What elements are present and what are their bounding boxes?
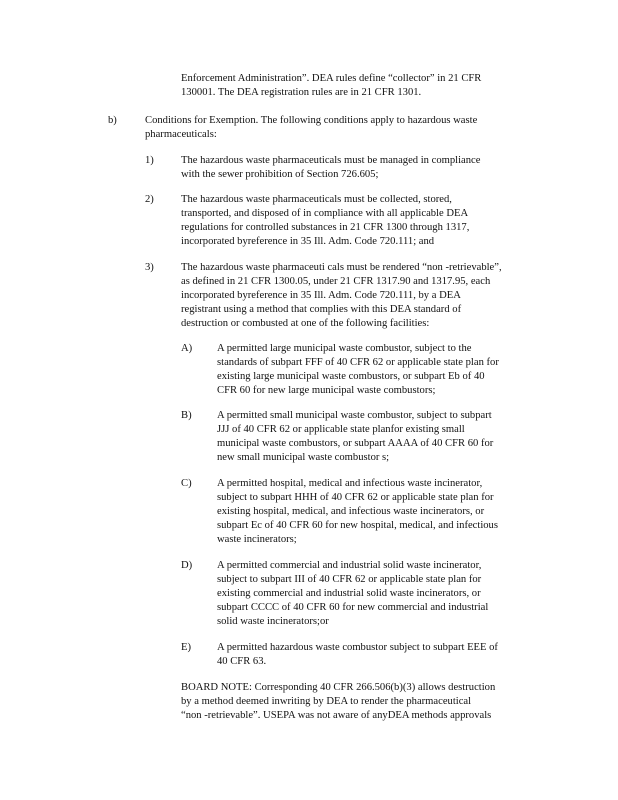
text-line: incorporated byreference in 35 Ill. Adm. Code 720.111; and	[181, 236, 435, 247]
text-line: incorporated byreference in 35 Ill. Adm. Code 720.111, by a DEA	[181, 290, 461, 301]
text-line: A permitted commercial and industrial solid waste incinerator,	[217, 560, 482, 571]
text-line: A permitted hazardous waste combustor subject to subpart EEE of	[217, 642, 498, 653]
text-line: The hazardous waste pharmaceuticals must be managed in compliance	[181, 155, 481, 166]
text-line: A permitted small municipal waste combustor, subject to subpart	[217, 410, 492, 421]
text-line: as defined in 21 CFR 1300.05, under 21 CFR 1317.90 and 1317.95, each	[181, 276, 491, 287]
text-line: existing commercial and industrial solid waste incinerators, or	[217, 588, 481, 599]
text-line: JJJ of 40 CFR 62 or applicable state planfor existing small	[217, 424, 465, 435]
subitem-label-b: B)	[181, 410, 192, 421]
item-1-text	[181, 154, 513, 182]
subsection-b-heading	[145, 114, 517, 142]
text-line: pharmaceuticals:	[145, 129, 217, 140]
text-line: standards of subpart FFF of 40 CFR 62 or applicable state plan for	[217, 357, 499, 368]
continuation-paragraph	[181, 72, 524, 100]
item-3-text	[181, 261, 530, 331]
text-line: “non -retrievable”. USEPA was not aware of anyDEA methods approvals	[181, 710, 492, 721]
text-line: registrant using a method that complies with this DEA standard of	[181, 304, 462, 315]
text-line: Conditions for Exemption. The following conditions apply to hazardous waste	[145, 115, 478, 126]
text-line: A permitted hospital, medical and infectious waste incinerator,	[217, 478, 483, 489]
board-note	[181, 681, 534, 723]
subitem-e-text	[217, 641, 537, 669]
text-line: waste incinerators;	[217, 534, 297, 545]
text-line: subpart CCCC of 40 CFR 60 for new commercial and industrial	[217, 602, 489, 613]
text-line: 130001. The DEA registration rules are in 21 CFR 1301.	[181, 87, 422, 98]
text-line: transported, and disposed of in compliance with all applicable DEA	[181, 208, 469, 219]
text-line: regulations for controlled substances in 21 CFR 1300 through 1317,	[181, 222, 470, 233]
text-line: subject to subpart III of 40 CFR 62 or applicable state plan for	[217, 574, 482, 585]
subitem-label-d: D)	[181, 560, 193, 571]
subitem-c-text	[217, 477, 531, 547]
text-line: existing large municipal waste combustors, or subpart Eb of 40	[217, 371, 485, 382]
text-line: A permitted large municipal waste combustor, subject to the	[217, 343, 472, 354]
text-line: municipal waste combustors, or subpart AAAA of 40 CFR 60 for	[217, 438, 494, 449]
subitem-a-text	[217, 342, 536, 398]
subitem-b-text	[217, 409, 532, 465]
text-line: by a method deemed inwriting by DEA to render the pharmaceutical	[181, 696, 472, 707]
text-line: BOARD NOTE: Corresponding 40 CFR 266.506(b)(3) allows destruction	[181, 682, 496, 693]
text-line: solid waste incinerators;or	[217, 616, 329, 627]
text-line: existing hospital, medical, and infectious waste incinerators, or	[217, 506, 485, 517]
text-line: subject to subpart HHH of 40 CFR 62 or applicable state plan for	[217, 492, 494, 503]
subitem-label-e: E)	[181, 642, 191, 653]
subitem-d-text	[217, 559, 519, 629]
subitem-label-a: A)	[181, 343, 193, 354]
item-label-2: 2)	[145, 194, 154, 205]
item-label-3: 3)	[145, 262, 154, 273]
text-line: with the sewer prohibition of Section 726.605;	[181, 169, 379, 180]
item-2-text	[181, 193, 506, 249]
item-label-1: 1)	[145, 155, 154, 166]
text-line: subpart Ec of 40 CFR 60 for new hospital, medical, and infectious	[217, 520, 498, 531]
text-line: destruction or combusted at one of the following facilities:	[181, 318, 430, 329]
subsection-label-b: b)	[108, 115, 117, 126]
text-line: Enforcement Administration”. DEA rules define “collector” in 21 CFR	[181, 73, 482, 84]
text-line: new small municipal waste combustor s;	[217, 452, 390, 463]
subitem-label-c: C)	[181, 478, 192, 489]
text-line: 40 CFR 63.	[217, 656, 267, 667]
text-line: The hazardous waste pharmaceuticals must be collected, stored,	[181, 194, 452, 205]
text-line: The hazardous waste pharmaceuti cals must be rendered “non -retrievable”,	[181, 262, 502, 273]
text-line: CFR 60 for new large municipal waste combustors;	[217, 385, 436, 396]
